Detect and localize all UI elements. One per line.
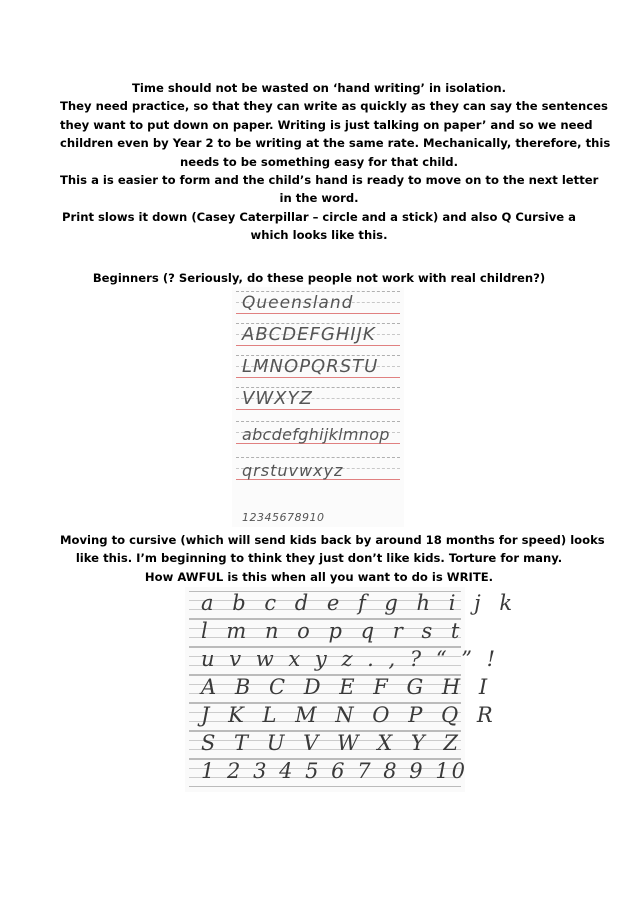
handwriting-row: LMNOPQRSTU <box>242 356 379 377</box>
intro-line: Time should not be wasted on ‘hand writing’ in isolation. <box>132 81 506 95</box>
intro-line: in the word. <box>279 191 359 206</box>
cursive-ruled-row <box>189 703 499 731</box>
cursive-row: u v w x y z . , ? “ ” ! <box>201 647 500 671</box>
handwriting-row: qrstuvwxyz <box>242 461 344 480</box>
handwriting-row: ABCDEFGHIJK <box>242 324 376 345</box>
intro-paragraph <box>60 79 611 245</box>
ruled-row <box>236 421 400 449</box>
handwriting-row: abcdefghijklmnop <box>242 425 390 444</box>
intro-line: which looks like this. <box>250 228 388 243</box>
cursive-row: S T U V W X Y Z <box>201 731 464 755</box>
handwriting-numbers: 12345678910 <box>242 511 325 524</box>
cursive-row: l m n o p q r s t <box>201 619 466 643</box>
cursive-row: A B C D E F G H I <box>201 675 494 699</box>
ruled-row <box>236 457 400 485</box>
intro-line: They need practice, so that they can write as quickly as they can say the sentences <box>60 99 608 114</box>
ruled-row <box>236 291 400 315</box>
cursive-line: How AWFUL is this when all you want to do is WRITE. <box>144 569 494 584</box>
intro-line: children even by Year 2 to be writing at the same rate. Mechanically, therefore, this <box>60 136 611 151</box>
cursive-handwriting-sample <box>185 587 519 792</box>
cursive-line: like this. I’m beginning to think they just don’t like kids. Torture for many. <box>75 551 563 566</box>
beginners-caption-text: Beginners (? Seriously, do these people not work with real children?) <box>92 271 546 285</box>
handwriting-row: Queensland <box>242 293 354 313</box>
intro-line: needs to be something easy for that child. <box>179 154 459 169</box>
cursive-row: a b c d e f g h i j k <box>201 591 519 615</box>
intro-line: This a is easier to form and the child’s hand is ready to move on to the next letter <box>60 173 599 188</box>
intro-line: Print slows it down (Casey Caterpillar – circle and a stick) and also Q Cursive a <box>62 209 576 224</box>
beginners-handwriting-sample <box>232 287 404 527</box>
cursive-ruled-row <box>189 675 494 703</box>
cursive-ruled-row <box>189 731 464 759</box>
handwriting-row: VWXYZ <box>242 388 313 409</box>
ruled-row <box>236 355 400 379</box>
cursive-ruled-row <box>189 759 469 787</box>
cursive-ruled-row <box>189 619 466 647</box>
cursive-row: J K L M N O P Q R <box>201 703 499 727</box>
beginners-caption <box>60 269 578 287</box>
cursive-ruled-row <box>189 591 519 619</box>
cursive-paragraph <box>60 531 605 586</box>
ruled-row <box>236 323 400 347</box>
intro-line: they want to put down on paper. Writing is just talking on paper’ and so we need <box>60 117 593 132</box>
cursive-ruled-row <box>189 647 500 675</box>
cursive-line: Moving to cursive (which will send kids back by around 18 months for speed) looks <box>60 533 605 547</box>
cursive-row: 1 2 3 4 5 6 7 8 9 10 <box>201 759 469 783</box>
ruled-row <box>236 387 400 411</box>
